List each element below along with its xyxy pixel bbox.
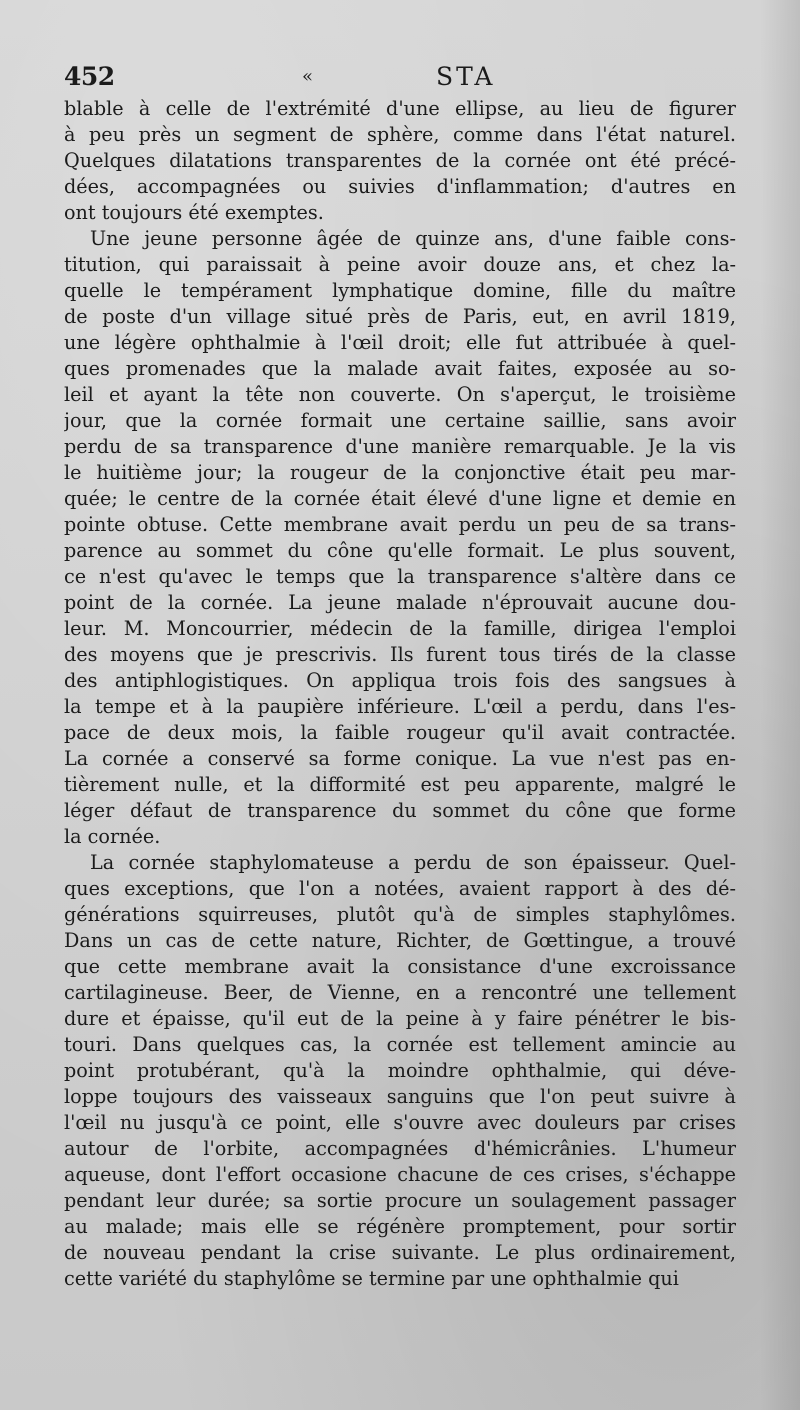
text-line: La cornée a conservé sa forme conique. La vue n'est pas en- <box>64 747 736 770</box>
text-line: au malade; mais elle se régénère promptement, pour sortir <box>64 1215 736 1238</box>
text-line: léger défaut de transparence du sommet du cône que forme <box>64 799 736 822</box>
text-line: La cornée staphylomateuse a perdu de son épaisseur. Quel- <box>90 851 736 874</box>
text-line: ques promenades que la malade avait faites, exposée au so- <box>64 357 736 380</box>
text-line: leur. M. Moncourrier, médecin de la famille, dirigea l'emploi <box>64 617 736 640</box>
text-line: Quelques dilatations transparentes de la cornée ont été précé- <box>64 149 736 172</box>
text-line: générations squirreuses, plutôt qu'à de simples staphylômes. <box>64 903 736 926</box>
text-line: perdu de sa transparence d'une manière remarquable. Je la vis <box>64 435 736 458</box>
text-line: dées, accompagnées ou suivies d'inflammation; d'autres en <box>64 175 736 198</box>
text-line: point de la cornée. La jeune malade n'éprouvait aucune dou- <box>64 591 736 614</box>
text-line: leil et ayant la tête non couverte. On s'aperçut, le troisième <box>64 383 736 406</box>
paragraph <box>64 850 736 1292</box>
text-line: point protubérant, qu'à la moindre ophthalmie, qui déve- <box>64 1059 736 1082</box>
text-line: autour de l'orbite, accompagnées d'hémicrânies. L'humeur <box>64 1137 736 1160</box>
running-head: STA <box>436 62 496 91</box>
text-line: blable à celle de l'extrémité d'une ellipse, au lieu de figurer <box>64 97 736 120</box>
text-line: Une jeune personne âgée de quinze ans, d'une faible cons- <box>90 227 736 250</box>
page-number: 452 <box>64 62 115 91</box>
text-line: dure et épaisse, qu'il eut de la peine à y faire pénétrer le bis- <box>64 1007 736 1030</box>
page-header <box>64 62 736 96</box>
text-line: quelle le tempérament lymphatique domine, fille du maître <box>64 279 736 302</box>
body-text <box>64 96 736 1292</box>
text-line: cette variété du staphylôme se termine par une ophthalmie qui <box>64 1267 679 1290</box>
text-line: tièrement nulle, et la difformité est peu apparente, malgré le <box>64 773 736 796</box>
text-line: touri. Dans quelques cas, la cornée est tellement amincie au <box>64 1033 736 1056</box>
text-line: ques exceptions, que l'on a notées, avaient rapport à des dé- <box>64 877 736 900</box>
text-line: cartilagineuse. Beer, de Vienne, en a rencontré une tellement <box>64 981 736 1004</box>
text-line: parence au sommet du cône qu'elle formait. Le plus souvent, <box>64 539 736 562</box>
text-line: Dans un cas de cette nature, Richter, de Gœttingue, a trouvé <box>64 929 736 952</box>
text-line: de nouveau pendant la crise suivante. Le plus ordinairement, <box>64 1241 736 1264</box>
page-edge-shadow <box>760 0 800 1410</box>
text-line: pace de deux mois, la faible rougeur qu'il avait contractée. <box>64 721 736 744</box>
text-line: le huitième jour; la rougeur de la conjonctive était peu mar- <box>64 461 736 484</box>
text-line: ont toujours été exemptes. <box>64 201 324 224</box>
text-line: titution, qui paraissait à peine avoir douze ans, et chez la- <box>64 253 736 276</box>
paragraph <box>64 96 736 226</box>
text-line: à peu près un segment de sphère, comme dans l'état naturel. <box>64 123 736 146</box>
text-line: de poste d'un village situé près de Paris, eut, en avril 1819, <box>64 305 736 328</box>
text-line: que cette membrane avait la consistance d'une excroissance <box>64 955 736 978</box>
text-line: pendant leur durée; sa sortie procure un soulagement passager <box>64 1189 736 1212</box>
text-line: la cornée. <box>64 825 161 848</box>
text-line: quée; le centre de la cornée était élevé d'une ligne et demie en <box>64 487 736 510</box>
text-line: pointe obtuse. Cette membrane avait perdu un peu de sa trans- <box>64 513 736 536</box>
text-line: des antiphlogistiques. On appliqua trois fois des sangsues à <box>64 669 736 692</box>
text-line: jour, que la cornée formait une certaine saillie, sans avoir <box>64 409 736 432</box>
text-line: ce n'est qu'avec le temps que la transparence s'altère dans ce <box>64 565 736 588</box>
text-line: l'œil nu jusqu'à ce point, elle s'ouvre avec douleurs par crises <box>64 1111 736 1134</box>
text-line: la tempe et à la paupière inférieure. L'œil a perdu, dans l'es- <box>64 695 736 718</box>
text-line: des moyens que je prescrivis. Ils furent tous tirés de la classe <box>64 643 736 666</box>
text-line: aqueuse, dont l'effort occasione chacune de ces crises, s'échappe <box>64 1163 736 1186</box>
stray-mark: « <box>302 66 314 87</box>
paragraph <box>64 226 736 850</box>
text-line: une légère ophthalmie à l'œil droit; elle fut attribuée à quel- <box>64 331 736 354</box>
text-line: loppe toujours des vaisseaux sanguins que l'on peut suivre à <box>64 1085 736 1108</box>
